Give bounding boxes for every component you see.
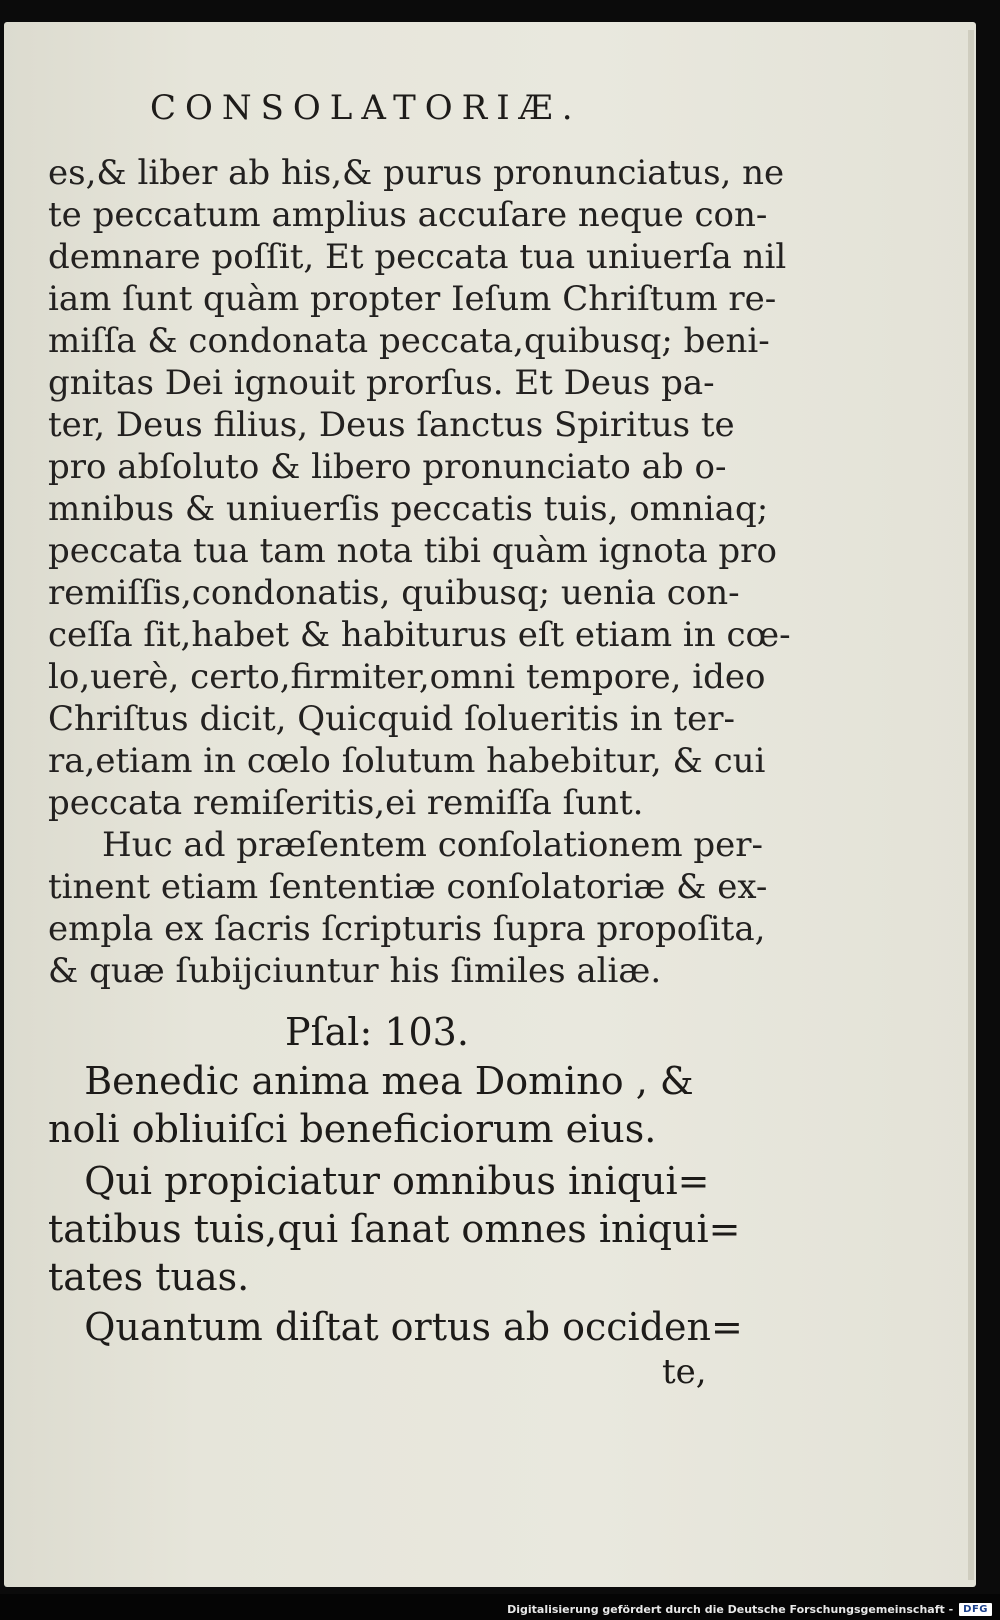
text-line: iam ſunt quàm propter Ieſum Chriſtum re- (48, 279, 777, 319)
text-line: ceſſa ſit,habet & habiturus eſt etiam in cœ- (48, 615, 791, 655)
psalm-line: tatibus tuis,qui ſanat omnes iniqui= (48, 1207, 741, 1251)
dfg-logo: DFG (959, 1603, 992, 1616)
text-line: & quæ ſubijciuntur his ſimiles aliæ. (48, 951, 662, 991)
text-line: peccata tua tam nota tibi quàm ignota pro (48, 531, 777, 571)
text-line: mnibus & uniuerſis peccatis tuis, omniaq; (48, 489, 769, 529)
text-line: pro abſoluto & libero pronunciato ab o- (48, 447, 727, 487)
psalm-line: tates tuas. (48, 1255, 250, 1299)
text-line: Huc ad præſentem conſolationem per- (48, 825, 763, 865)
psalm-line: Benedic anima mea Domino , & (48, 1059, 694, 1103)
footer-credit-text: Digitalisierung gefördert durch die Deutsche Forschungsgemeinschaft - (507, 1603, 954, 1616)
psalm-line: Qui propiciatur omnibus iniqui= (48, 1159, 710, 1203)
text-line: te peccatum amplius accuſare neque con- (48, 195, 768, 235)
text-line: empla ex ſacris ſcripturis ſupra propoſita, (48, 909, 766, 949)
catchword: te, (662, 1352, 707, 1392)
psalm-line: Quantum diſtat ortus ab occiden= (48, 1305, 743, 1349)
text-line: ra,etiam in cœlo ſolutum habebitur, & cui (48, 741, 766, 781)
text-line: Chriſtus dicit, Quicquid ſolueritis in ter- (48, 699, 736, 739)
page-edge (968, 30, 974, 1580)
text-line: demnare poſſit, Et peccata tua uniuerſa nil (48, 237, 787, 277)
text-line: miſſa & condonata peccata,quibusq; beni- (48, 321, 770, 361)
text-line: peccata remiſeritis,ei remiſſa ſunt. (48, 783, 644, 823)
text-line: ter, Deus filius, Deus ſanctus Spiritus te (48, 405, 735, 445)
text-line: es,& liber ab his,& purus pronunciatus, ne (48, 153, 785, 193)
psalm-heading: Pſal: 103. (285, 1010, 469, 1054)
text-line: gnitas Dei ignouit prorſus. Et Deus pa- (48, 363, 715, 403)
footer-strip (0, 1594, 1000, 1620)
psalm-line: noli obliuiſci beneficiorum eius. (48, 1107, 657, 1151)
text-line: lo,uerè, certo,firmiter,omni tempore, ideo (48, 657, 766, 697)
footer-credit (507, 1603, 992, 1616)
text-line: remiſſis,condonatis, quibusq; uenia con- (48, 573, 740, 613)
running-title: CONSOLATORIÆ. (150, 88, 582, 128)
text-line: tinent etiam ſententiæ conſolatoriæ & ex- (48, 867, 768, 907)
